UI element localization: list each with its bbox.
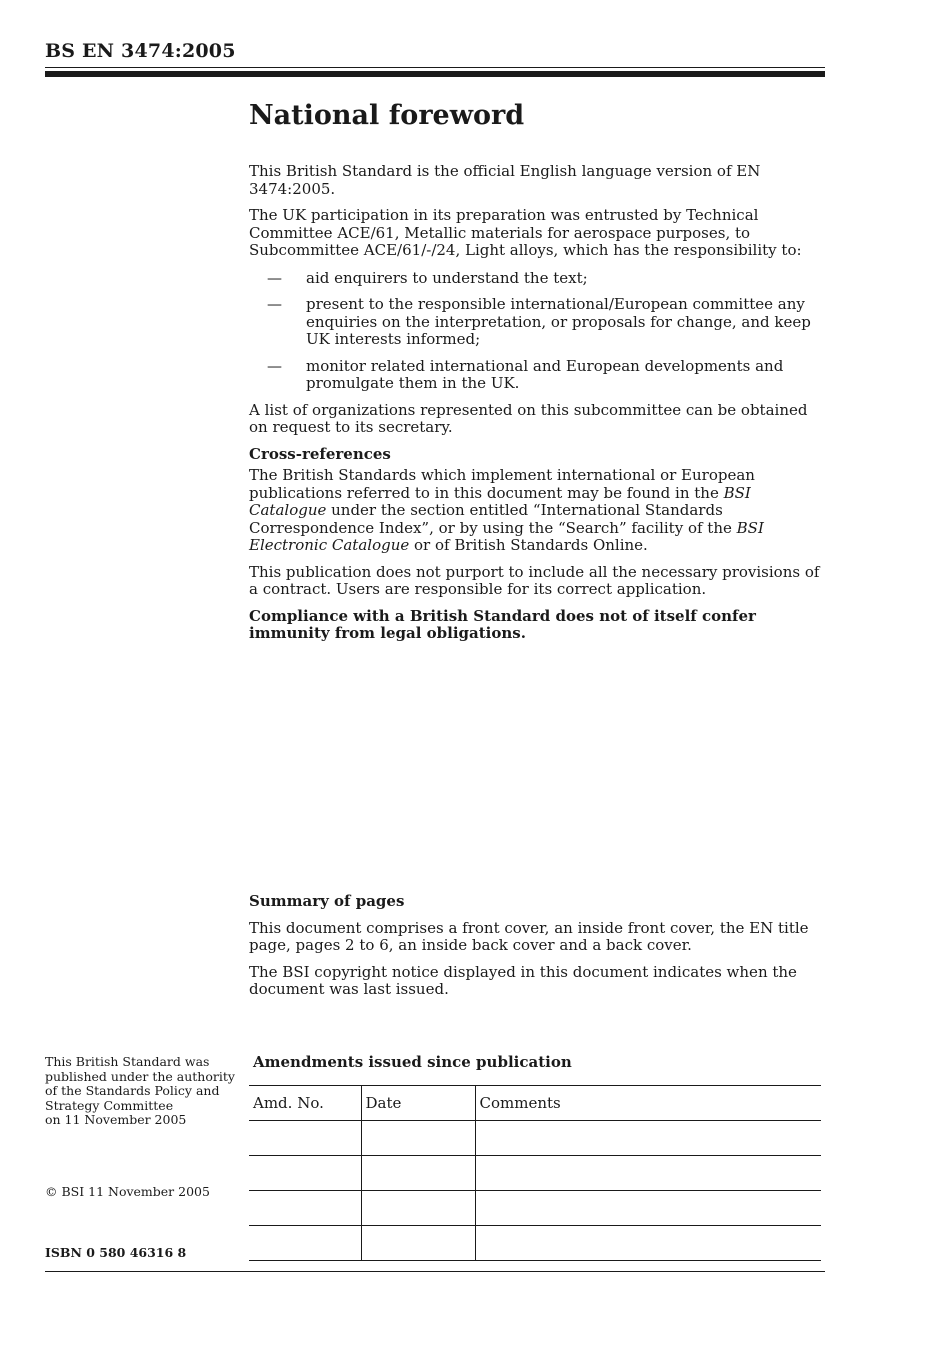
isbn: ISBN 0 580 46316 8 <box>45 1245 187 1260</box>
responsibility-list <box>249 270 829 393</box>
list-item-text: aid enquirers to understand the text; <box>306 268 588 287</box>
header-rule-thick <box>45 71 825 77</box>
note-line: on 11 November 2005 <box>45 1112 187 1127</box>
table-cell <box>249 1191 361 1226</box>
copyright-line: © BSI 11 November 2005 <box>45 1184 210 1199</box>
page-heading: National foreword <box>249 100 525 131</box>
cross-references-paragraph <box>249 467 829 555</box>
document-code: BS EN 3474:2005 <box>45 40 236 62</box>
table-cell <box>361 1191 475 1226</box>
table-cell <box>361 1121 475 1156</box>
compliance-statement: Compliance with a British Standard does not of itself confer immunity from legal obligations. <box>249 606 756 642</box>
list-item <box>249 270 829 288</box>
electronic-catalogue-title: BSI Electronic Catalogue <box>249 518 764 554</box>
note-line: Strategy Committee <box>45 1097 174 1113</box>
participation-paragraph: The UK participation in its preparation was entrusted by Technical Committee ACE/61, Metallic materials for aerospace purposes, to Subcommittee ACE/61/-/24, Light alloys, which has the responsibility to: <box>249 206 802 259</box>
note-line: of the Standards Policy and <box>45 1083 220 1098</box>
list-item <box>249 296 829 349</box>
summary-paragraph: This document comprises a front cover, an inside front cover, the EN title page, pages 2 to 6, an inside back cover and a back cover. <box>249 918 809 954</box>
list-item <box>249 358 829 393</box>
header-rule-thin <box>45 67 825 68</box>
intro-paragraph: This British Standard is the official English language version of EN 3474:2005. <box>249 162 761 198</box>
cross-ref-text: The British Standards which implement international or European publications referred to in this document may be found in the <box>249 466 755 502</box>
cross-references-heading: Cross-references <box>249 444 391 463</box>
column-header-amd-no: Amd. No. <box>249 1086 361 1121</box>
publication-authority-note <box>45 1055 235 1128</box>
table-row <box>249 1156 821 1191</box>
table-cell <box>475 1191 821 1226</box>
table-row <box>249 1191 821 1226</box>
table-row <box>249 1226 821 1261</box>
cross-ref-text: under the section entitled “International Standards Correspondence Index”, or by using the “Search” facility of the <box>249 501 737 537</box>
amendments-title: Amendments issued since publication <box>253 1053 572 1071</box>
column-header-comments: Comments <box>475 1086 821 1121</box>
catalogue-title: BSI Catalogue <box>249 483 751 519</box>
table-header-row <box>249 1086 821 1121</box>
list-item-text: present to the responsible international/European committee any enquiries on the interpretation, or proposals for change, and keep UK interests informed; <box>306 295 811 348</box>
column-header-date: Date <box>361 1086 475 1121</box>
note-line: This British Standard was <box>45 1054 210 1069</box>
table-cell <box>361 1226 475 1261</box>
foreword-body <box>249 163 829 652</box>
table-cell <box>361 1156 475 1191</box>
table-cell <box>249 1121 361 1156</box>
dash-marker: — <box>267 356 282 375</box>
table-cell <box>475 1156 821 1191</box>
cross-ref-text: or of British Standards Online. <box>409 536 648 554</box>
table-cell <box>249 1156 361 1191</box>
summary-section <box>249 893 829 1008</box>
table-cell <box>475 1121 821 1156</box>
organizations-paragraph: A list of organizations represented on this subcommittee can be obtained on request to its secretary. <box>249 400 808 436</box>
dash-marker: — <box>267 268 282 287</box>
summary-heading: Summary of pages <box>249 892 405 910</box>
table-row <box>249 1121 821 1156</box>
dash-marker: — <box>267 295 282 313</box>
provisions-paragraph: This publication does not purport to include all the necessary provisions of a contract. Users are responsible for its correct application. <box>249 562 820 598</box>
table-cell <box>249 1226 361 1261</box>
note-line: published under the authority <box>45 1068 235 1084</box>
copyright-notice-paragraph: The BSI copyright notice displayed in this document indicates when the document was last issued. <box>249 962 797 998</box>
list-item-text: monitor related international and European developments and promulgate them in the UK. <box>306 356 784 392</box>
table-cell <box>475 1226 821 1261</box>
amendments-table <box>249 1085 821 1261</box>
footer-rule <box>45 1271 825 1272</box>
